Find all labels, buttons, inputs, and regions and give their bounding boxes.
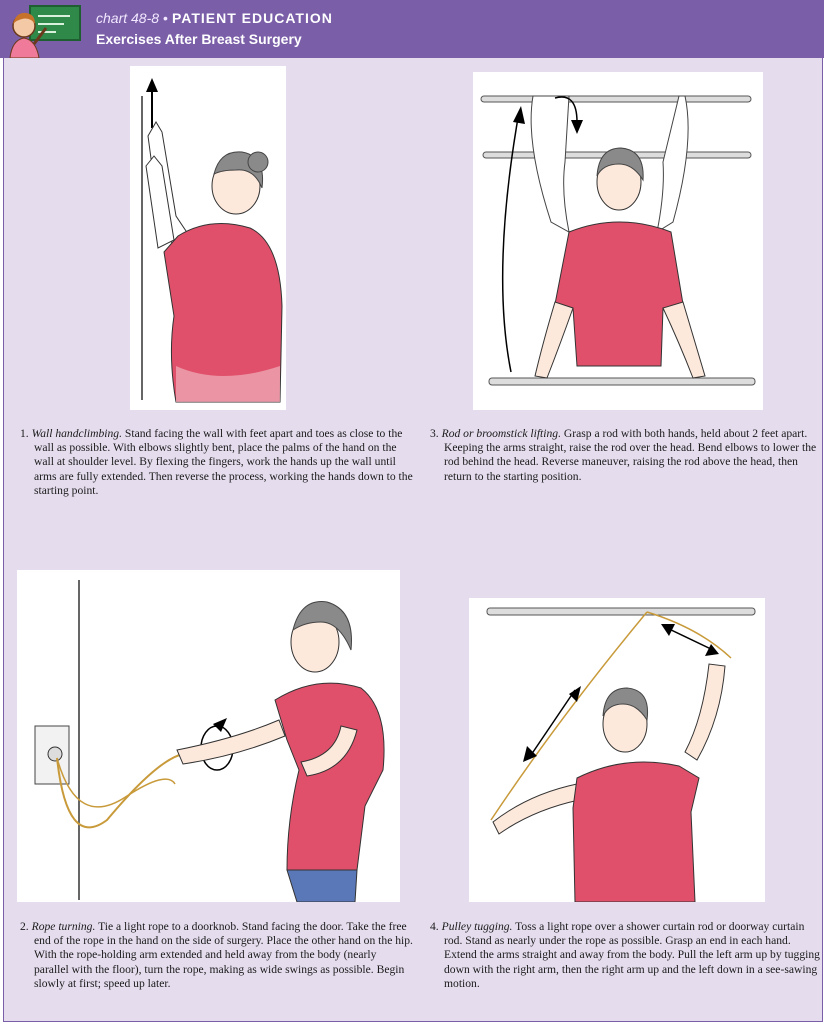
exercise-title: Rod or broomstick lifting.: [441, 427, 561, 440]
chart-label: [96, 10, 333, 26]
exercise-number: 1.: [20, 427, 29, 440]
exercise-caption: [430, 427, 824, 484]
exercise-caption: [20, 920, 414, 991]
teacher-icon: [6, 2, 86, 58]
exercise-number: 2.: [20, 920, 29, 933]
exercise-number: 3.: [430, 427, 439, 440]
exercise-title: Wall handclimbing.: [31, 427, 122, 440]
exercise-text: Toss a light rope over a shower curtain rod or doorway curtain rod. Stand as nearly under the rope as possible. Grasp an end in each hand. Extend the arms straight and away from the body. Pull the left arm up by tugging down with the right arm, then the right arm up and the left down in a see-sawing motion.: [444, 920, 820, 990]
pulley-tugging-figure: [469, 598, 765, 902]
exercise-text: Stand facing the wall with feet apart and toes as close to the wall as possible. With elbows slightly bent, place the palms of the hand on the wall at shoulder level. By flexing the fingers, work the hands up the wall until arms are fully extended. Then reverse the process, working the hands down to the starting point.: [34, 427, 413, 497]
exercise-title: Pulley tugging.: [441, 920, 513, 933]
exercise-caption: [20, 427, 414, 498]
chart-title: Exercises After Breast Surgery: [96, 31, 302, 47]
exercise-text: Tie a light rope to a doorknob. Stand facing the door. Take the free end of the rope in the hand on the side of surgery. Place the other hand on the hip. With the rope-holding arm extended and held away from the body (nearly parallel with the floor), turn the rope, making as wide swings as possible. Begin slowly at first; speed up later.: [34, 920, 413, 990]
exercise-text: Grasp a rod with both hands, held about 2 feet apart. Keeping the arms straight, raise the rod over the head. Bend elbows to lower the rod behind the head. Reverse maneuver, raising the rod above the head, then return to the starting position.: [444, 427, 817, 483]
chart-content: [3, 58, 823, 1022]
exercise-number: 4.: [430, 920, 439, 933]
exercise-title: Rope turning.: [31, 920, 96, 933]
exercise-caption: [430, 920, 824, 991]
header-separator: •: [163, 10, 168, 26]
rod-lifting-figure: [473, 72, 763, 410]
wall-handclimbing-figure: [130, 66, 286, 410]
rope-turning-figure: [17, 570, 400, 902]
chart-header: [0, 0, 824, 58]
chart-number: chart 48-8: [96, 10, 160, 26]
chart-kicker: PATIENT EDUCATION: [171, 10, 333, 26]
